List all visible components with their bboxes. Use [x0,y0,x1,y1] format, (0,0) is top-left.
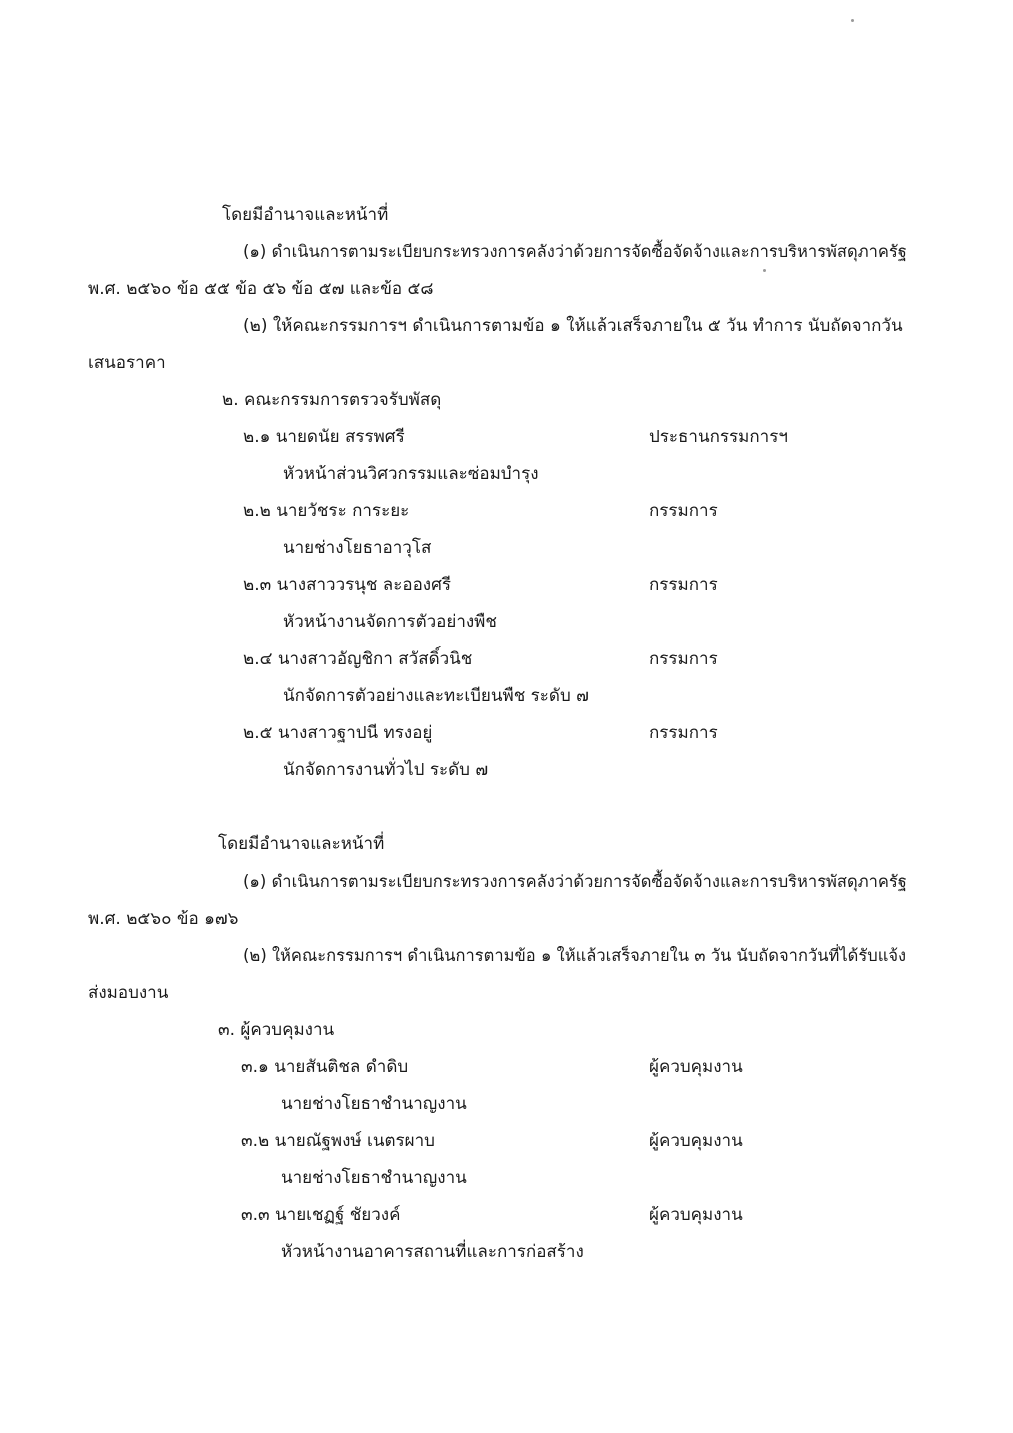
member-name: ๒.๕ นางสาวฐาปนี ทรงอยู่ [243,723,433,743]
scan-speck [763,269,766,272]
supervisor-position: หัวหน้างานอาคารสถานที่และการก่อสร้าง [281,1242,584,1262]
supervisor-position: นายช่างโยธาชำนาญงาน [281,1094,467,1114]
duty-item-1-cont: พ.ศ. ๒๕๖๐ ข้อ ๑๗๖ [88,909,239,929]
duty-item-1: (๑) ดำเนินการตามระเบียบกระทรวงการคลังว่าด้วยการจัดซื้อจัดจ้างและการบริหารพัสดุภาครัฐ [243,872,907,891]
supervisor-name: ๓.๑ นายสันติชล ดำดิบ [241,1057,409,1077]
duty-item-2-cont: ส่งมอบงาน [88,983,169,1003]
supervisors-heading: ๓. ผู้ควบคุมงาน [218,1020,335,1040]
supervisor-role: ผู้ควบคุมงาน [649,1131,743,1151]
member-role: กรรมการ [649,723,718,743]
supervisor-role: ผู้ควบคุมงาน [649,1205,743,1225]
member-position: นายช่างโยธาอาวุโส [283,538,432,558]
member-name: ๒.๒ นายวัชระ การะยะ [243,501,410,521]
member-role: ประธานกรรมการฯ [649,427,788,447]
member-position: หัวหน้าส่วนวิศวกรรมและซ่อมบำรุง [283,464,539,484]
supervisor-position: นายช่างโยธาชำนาญงาน [281,1168,467,1188]
committee-heading: ๒. คณะกรรมการตรวจรับพัสดุ [222,390,442,410]
member-name: ๒.๑ นายดนัย สรรพศรี [243,427,405,447]
duties-heading: โดยมีอำนาจและหน้าที่ [222,205,389,225]
duties-heading: โดยมีอำนาจและหน้าที่ [218,834,385,854]
supervisor-name: ๓.๒ นายณัฐพงษ์ เนตรผาบ [241,1131,435,1151]
duty-item-2: (๒) ให้คณะกรรมการฯ ดำเนินการตามข้อ ๑ ให้แล้วเสร็จภายใน ๓ วัน นับถัดจากวันที่ได้รับแจ้ง [243,946,907,965]
supervisor-name: ๓.๓ นายเชฏฐ์ ชัยวงค์ [241,1205,401,1225]
member-name: ๒.๓ นางสาววรนุช ละอองศรี [243,575,452,595]
scan-speck [851,19,854,22]
member-position: นักจัดการงานทั่วไป ระดับ ๗ [283,760,489,780]
duty-item-2-cont: เสนอราคา [88,353,166,373]
supervisor-role: ผู้ควบคุมงาน [649,1057,743,1077]
duty-item-1: (๑) ดำเนินการตามระเบียบกระทรวงการคลังว่าด้วยการจัดซื้อจัดจ้างและการบริหารพัสดุภาครัฐ [243,242,907,261]
duty-item-2: (๒) ให้คณะกรรมการฯ ดำเนินการตามข้อ ๑ ให้แล้วเสร็จภายใน ๕ วัน ทำการ นับถัดจากวัน [243,316,903,336]
member-role: กรรมการ [649,575,718,595]
duty-item-1-cont: พ.ศ. ๒๕๖๐ ข้อ ๕๕ ข้อ ๕๖ ข้อ ๕๗ และข้อ ๕๘ [88,279,434,299]
member-position: นักจัดการตัวอย่างและทะเบียนพืช ระดับ ๗ [283,686,589,706]
member-name: ๒.๔ นางสาวอัญชิกา สวัสดิ์วนิช [243,649,473,669]
member-position: หัวหน้างานจัดการตัวอย่างพืช [283,612,497,632]
member-role: กรรมการ [649,501,718,521]
member-role: กรรมการ [649,649,718,669]
